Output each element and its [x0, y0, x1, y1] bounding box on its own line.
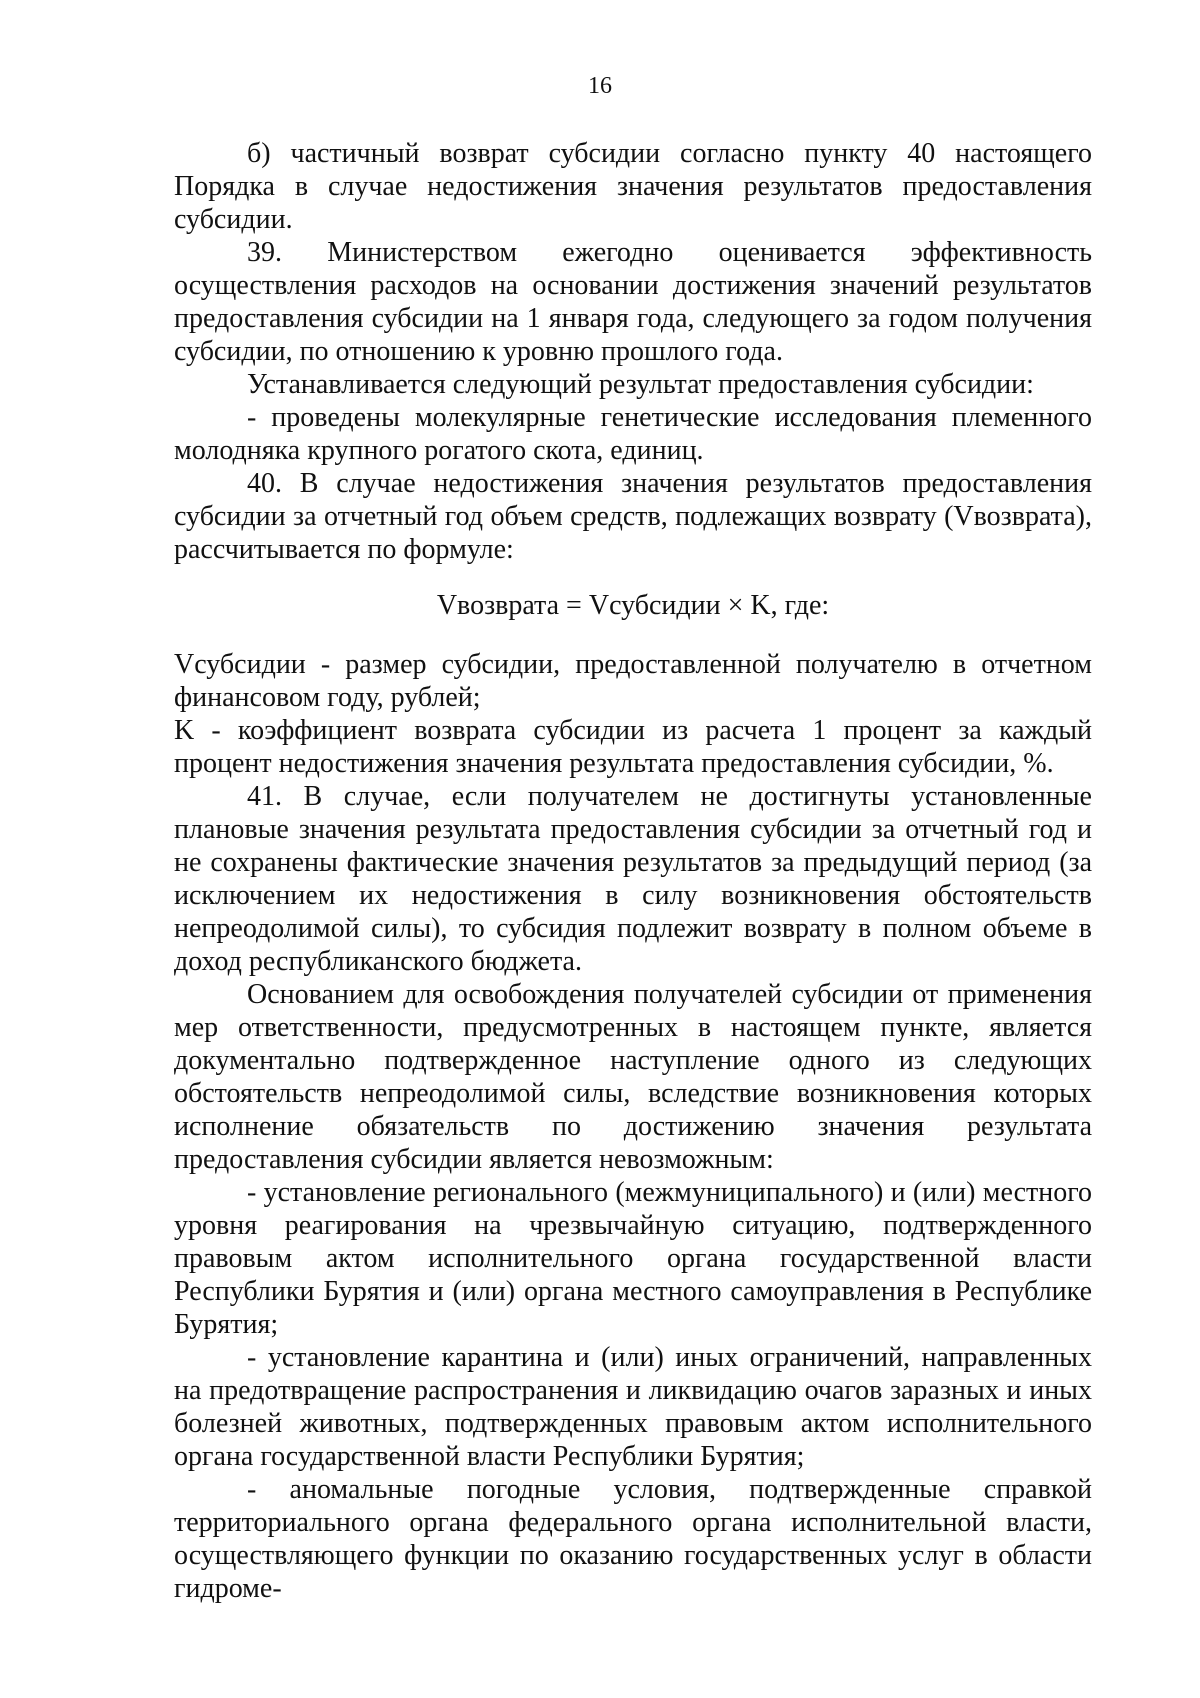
- paragraph-40: 40. В случае недостижения значения результатов предоставления субсидии за отчетный год объем средств, подлежащих возврату (Vвозврата), рассчитывается по формуле:: [174, 468, 1092, 565]
- paragraph-41: 41. В случае, если получателем не достигнуты установленные плановые значения результата предоставления субсидии за отчетный год и не сохранены фактические значения результатов за предыдущий период (за исключением их недостижения в силу возникновения обстоятельств непреодолимой силы), то субсидия подлежит возврату в полном объеме в доход республиканского бюджета.: [174, 781, 1092, 977]
- paragraph-force-majeure-basis: Основанием для освобождения получателей субсидии от применения мер ответственности, предусмотренных в настоящем пункте, является документально подтвержденное наступление одного из следующих обстоятельств непреодолимой силы, вследствие возникновения которых исполнение обязательств по достижению значения результата предоставления субсидии является невозможным:: [174, 979, 1092, 1175]
- paragraph-partial-return: б) частичный возврат субсидии согласно пункту 40 настоящего Порядка в случае недостижения значения результатов предоставления субсидии.: [174, 138, 1092, 235]
- list-item-weather-conditions: - аномальные погодные условия, подтвержденные справкой территориального органа федерального органа исполнительной власти, осуществляющего функции по оказанию государственных услуг в области гидроме-: [174, 1474, 1092, 1604]
- definition-subsidy-volume: Vсубсидии - размер субсидии, предоставленной получателю в отчетном финансовом году, рублей;: [174, 649, 1092, 713]
- list-item-emergency-response: - установление регионального (межмуниципального) и (или) местного уровня реагирования на чрезвычайную ситуацию, подтвержденного правовым актом исполнительного органа государственной власти Республики Бурятия и (или) органа местного самоуправления в Республике Бурятия;: [174, 1177, 1092, 1340]
- paragraph-39: 39. Министерством ежегодно оценивается эффективность осуществления расходов на основании достижения значений результатов предоставления субсидии на 1 января года, следующего за годом получения субсидии, по отношению к уровню прошлого года.: [174, 237, 1092, 367]
- paragraph-result-item: - проведены молекулярные генетические исследования племенного молодняка крупного рогатого скота, единиц.: [174, 402, 1092, 466]
- definition-coefficient: K - коэффициент возврата субсидии из расчета 1 процент за каждый процент недостижения значения результата предоставления субсидии, %.: [174, 715, 1092, 779]
- paragraph-result-intro: Устанавливается следующий результат предоставления субсидии:: [247, 369, 1034, 400]
- page-number: 16: [588, 73, 612, 99]
- document-body: [174, 137, 1092, 1605]
- return-formula: Vвозврата = Vсубсидии × K, где:: [436, 590, 830, 621]
- list-item-quarantine: - установление карантина и (или) иных ограничений, направленных на предотвращение распространения и ликвидацию очагов заразных и иных болезней животных, подтвержденных правовым актом исполнительного органа государственной власти Республики Бурятия;: [174, 1342, 1092, 1472]
